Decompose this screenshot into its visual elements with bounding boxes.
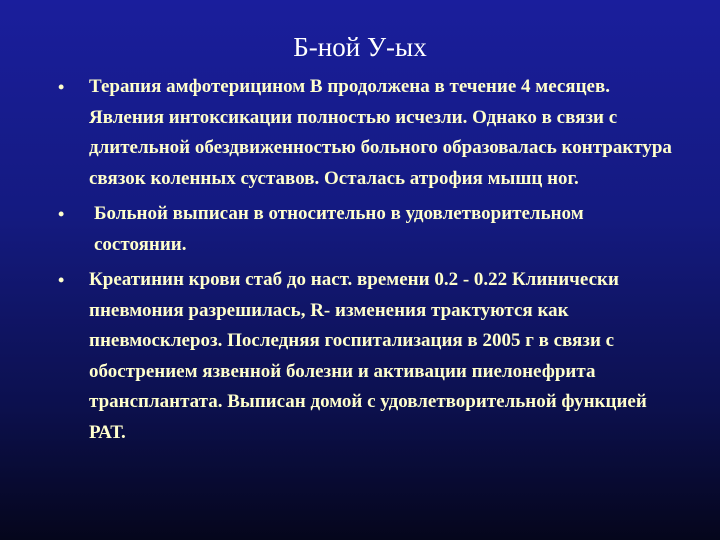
bullet-icon: • [58, 270, 65, 290]
slide-title: Б-ной У-ых [293, 32, 427, 62]
bullet-list [58, 72, 678, 453]
bullet-icon: • [58, 77, 65, 97]
bullet-text: Креатинин крови стаб до наст. времени 0.2 - 0.22 Клинически пневмония разрешилась, R- изменения трактуются как пневмосклероз. Последняя госпитализация в 2005 г в связи с обострением язвенной болезни и активации пиелонефрита трансплантата. Выписан домой с удовлетворительной функцией РАТ. [89, 269, 647, 443]
bullet-item [58, 199, 678, 260]
bullet-item [58, 265, 678, 448]
bullet-text: Терапия амфотерицином В продолжена в течение 4 месяцев. Явления интоксикации полностью исчезли. Однако в связи с длительной обездвиженностью больного образовалась контрактура связок коленных суставов. Осталась атрофия мышц ног. [89, 76, 672, 189]
bullet-icon: • [58, 204, 65, 224]
bullet-item [58, 72, 678, 194]
bullet-text: Больной выписан в относительно в удовлетворительном состоянии. [94, 203, 584, 255]
